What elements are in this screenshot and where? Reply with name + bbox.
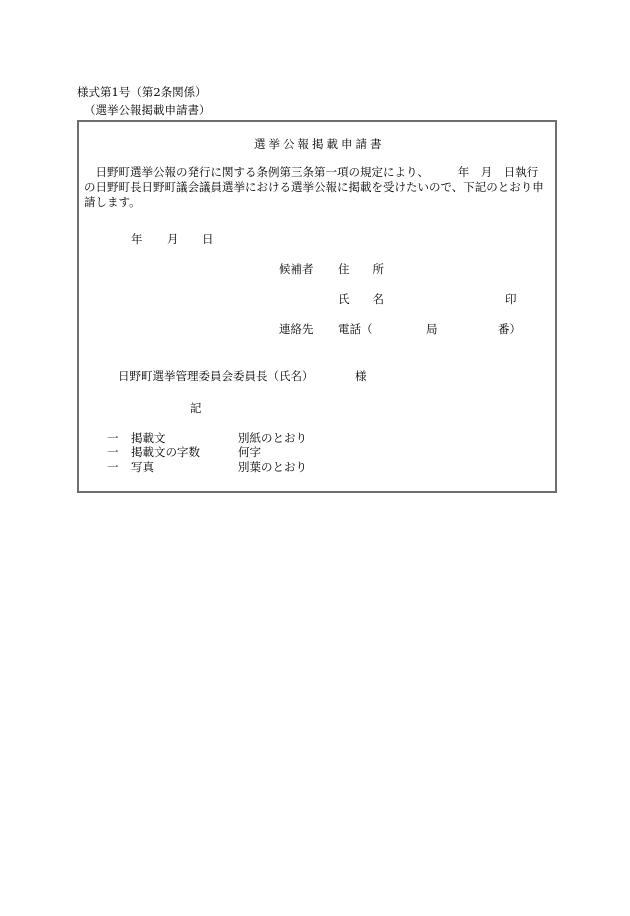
item-value: 別葉のとおり: [238, 460, 307, 474]
phone-number-label: 番）: [498, 322, 521, 336]
statement-line-2: の日野町長日野町議会議員選挙における選挙公報に掲載を受けたいので、下記のとおり申: [84, 180, 544, 194]
phone-exchange-label: 局: [426, 322, 438, 336]
form-subtitle: （選挙公報掲載申請書）: [84, 103, 211, 117]
date-day-label: 日: [202, 232, 214, 246]
item-label: 掲載文: [131, 431, 166, 445]
item-value: 何字: [238, 445, 261, 459]
item-label: 掲載文の字数: [131, 445, 200, 459]
phone-label: 電話（: [338, 322, 373, 336]
address-label: 住 所: [338, 262, 384, 276]
item-label: 写真: [131, 460, 154, 474]
seal-mark: 印: [505, 292, 517, 306]
name-label: 氏 名: [338, 292, 384, 306]
statement-line-1: 日野町選挙公報の発行に関する条例第三条第一項の規定により、 年 月 日執行: [84, 165, 539, 179]
application-statement: [84, 165, 550, 210]
addressee-line: 日野町選挙管理委員会委員長（氏名）: [118, 369, 314, 383]
item-value: 別紙のとおり: [238, 431, 307, 445]
candidate-label: 候補者: [279, 262, 314, 276]
item-bullet: 一: [107, 460, 119, 474]
date-year-label: 年: [131, 232, 143, 246]
form-number-label: 様式第1号（第2条関係）: [77, 85, 207, 99]
ki-heading: 記: [190, 401, 202, 415]
form-title: 選挙公報掲載申請書: [254, 137, 385, 151]
statement-line-3: 請します。: [84, 195, 141, 209]
item-bullet: 一: [107, 445, 119, 459]
item-bullet: 一: [107, 431, 119, 445]
addressee-honorific: 様: [355, 369, 367, 383]
date-month-label: 月: [167, 232, 179, 246]
contact-label: 連絡先: [279, 322, 314, 336]
